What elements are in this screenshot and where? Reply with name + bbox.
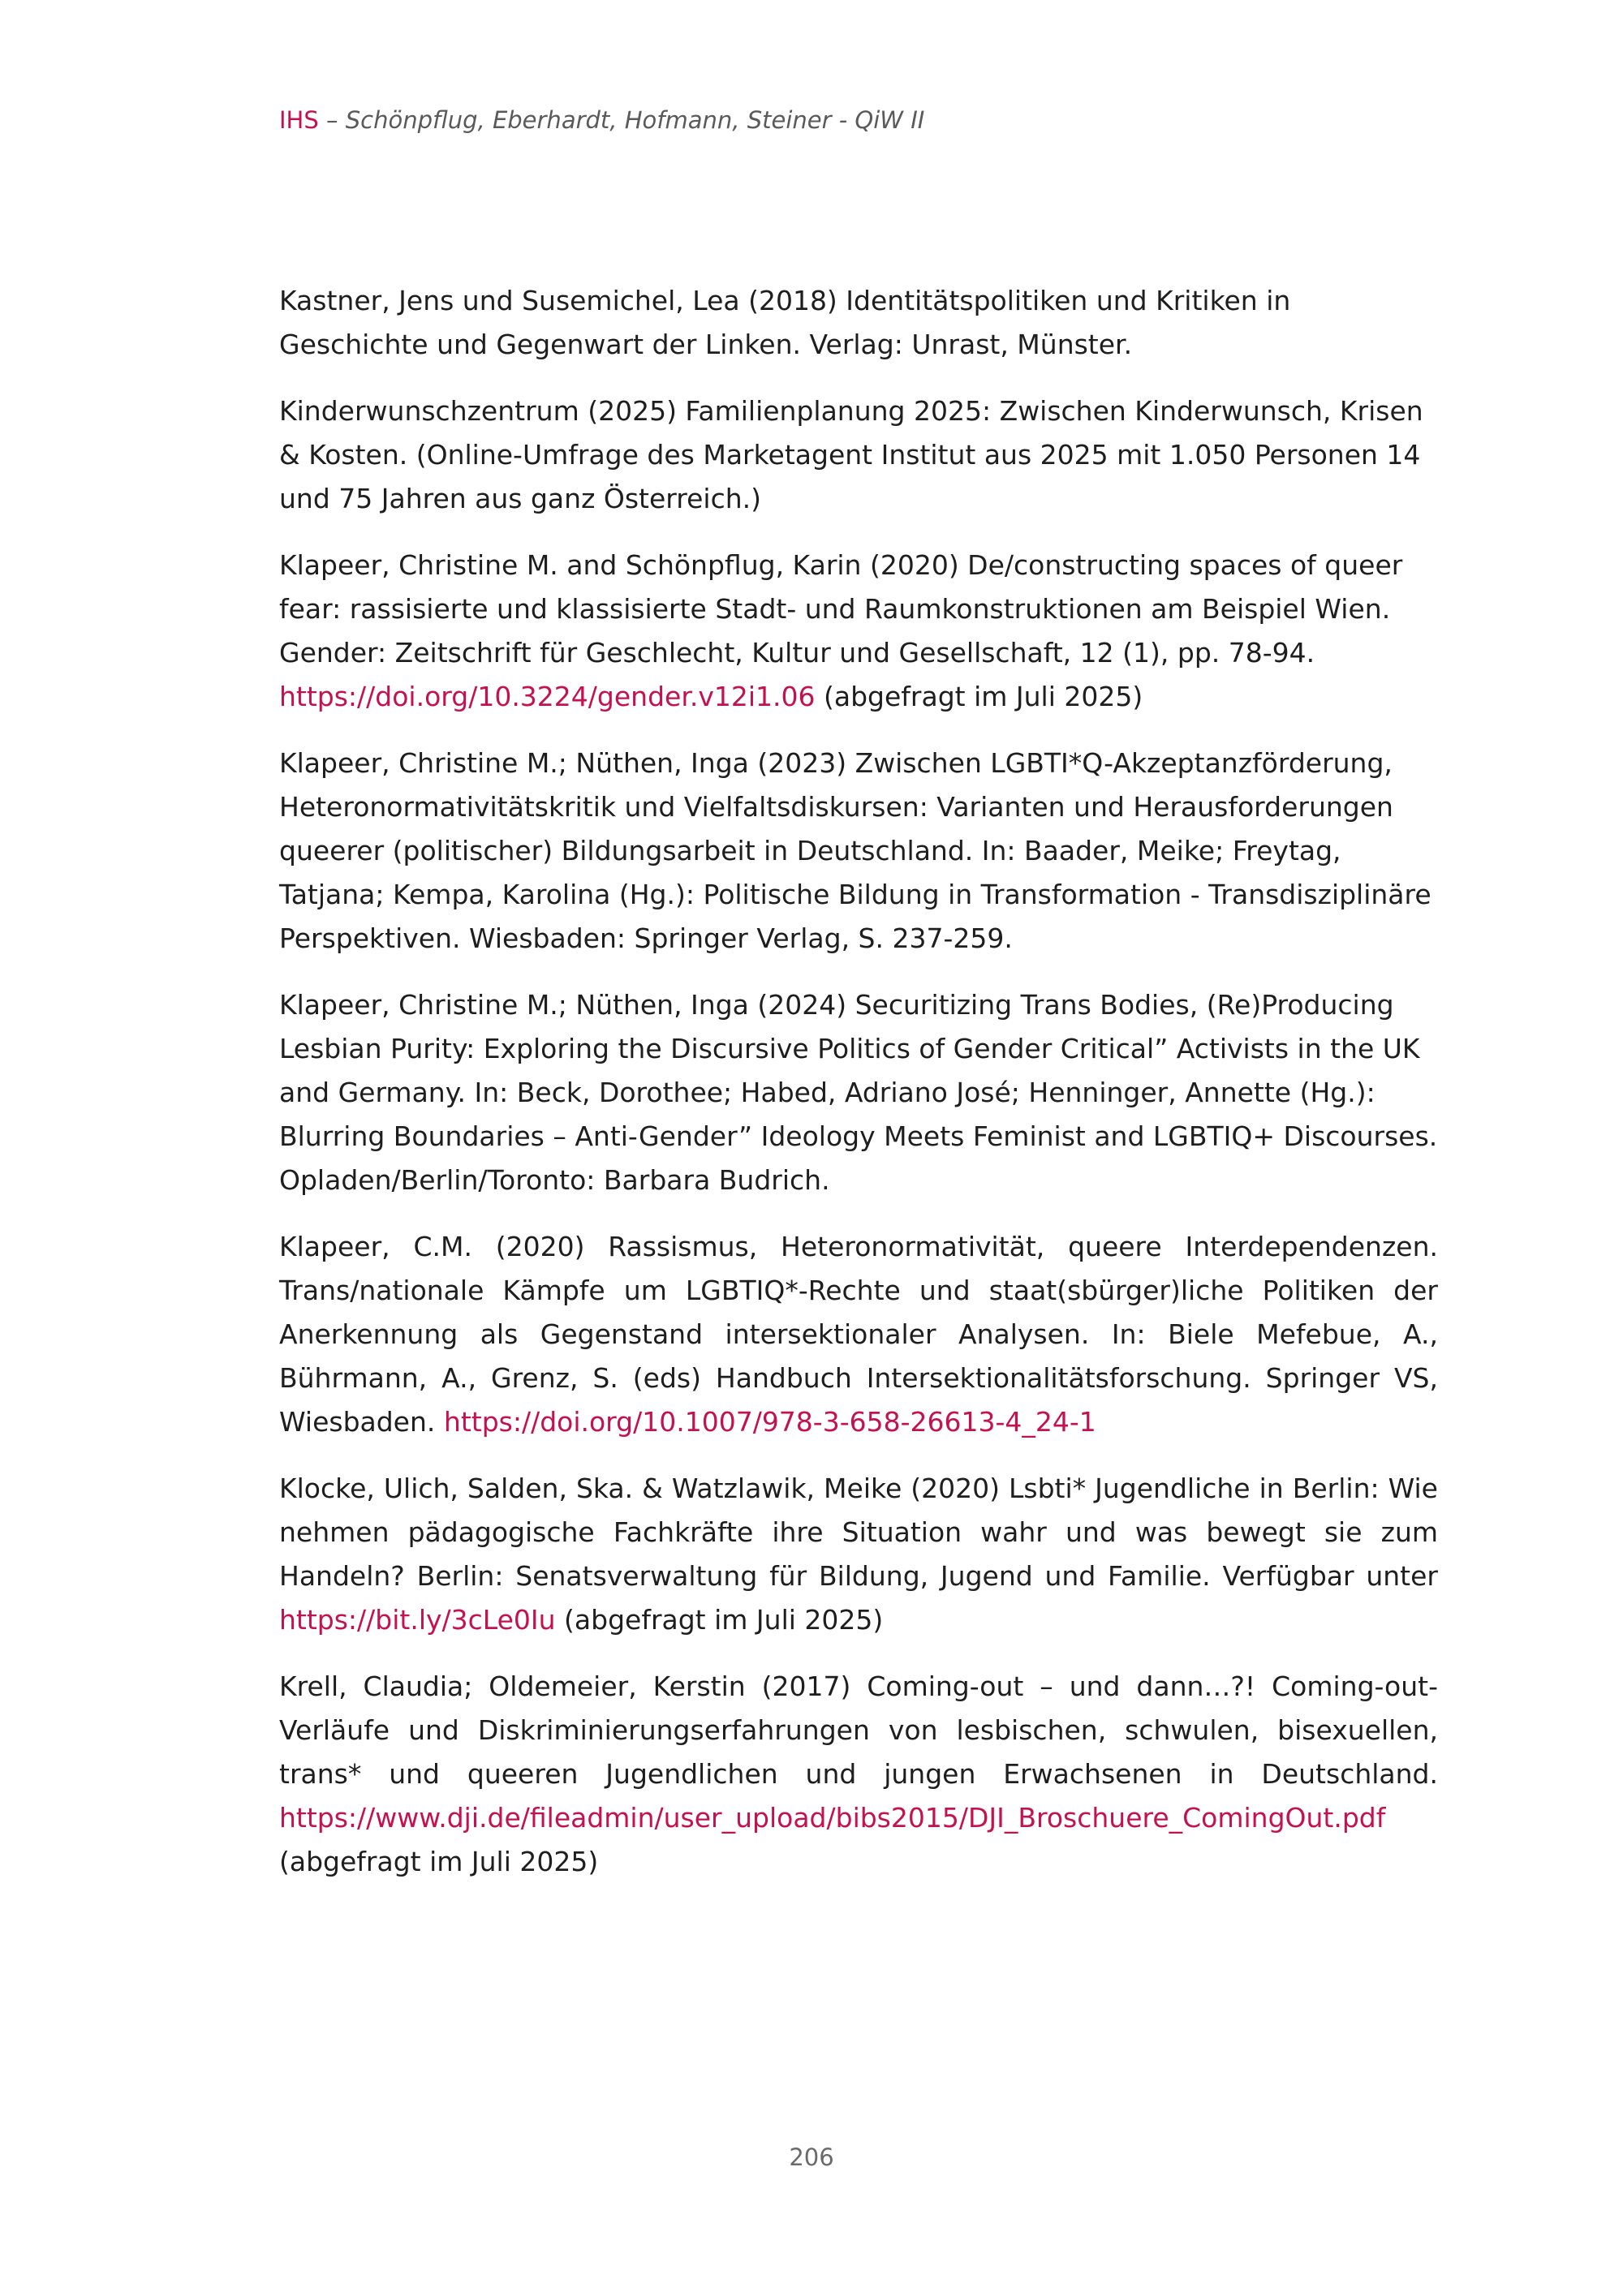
reference-link[interactable]: https://www.dji.de/fileadmin/user_upload/bibs2015/DJI_Broschuere_ComingOut.pdf — [279, 1802, 1386, 1834]
header-authors: Schönpflug, Eberhardt, Hofmann, Steiner - QiW II — [345, 106, 925, 134]
reference-item — [279, 1467, 1438, 1642]
reference-list — [279, 279, 1438, 1907]
reference-item — [279, 742, 1438, 961]
reference-text: Klapeer, Christine M.; Nüthen, Inga (2023) Zwischen LGBTI*Q-Akzeptanzförderung, Heteronormativitätskritik und Vielfaltsdiskursen: Varianten und Herausforderungen queerer (politischer) Bildungsarbeit in Deutschland. In: Baader, Meike; Freytag, Tatjana; Kempa, Karolina (Hg.): Politische Bildung in Transformation - Transdisziplinäre Perspektiven. Wiesbaden: Springer Verlag, S. 237-259. — [279, 747, 1431, 954]
reference-link[interactable]: https://doi.org/10.3224/gender.v12i1.06 — [279, 681, 816, 712]
reference-link[interactable]: https://doi.org/10.1007/978-3-658-26613-4_24-1 — [443, 1406, 1096, 1438]
reference-item — [279, 544, 1438, 719]
reference-suffix: (abgefragt im Juli 2025) — [815, 681, 1143, 712]
reference-text: Klapeer, Christine M.; Nüthen, Inga (2024) Securitizing Trans Bodies, (Re)Producing Lesbian Purity: Exploring the Discursive Politics of Gender Critical” Activists in the UK and Germany. In: Beck, Dorothee; Habed, Adriano José; Henninger, Annette (Hg.): Blurring Boundaries – Anti-Gender” Ideology Meets Feminist and LGBTIQ+ Discourses. Opladen/Berlin/Toronto: Barbara Budrich. — [279, 989, 1438, 1196]
reference-item — [279, 1225, 1438, 1444]
reference-item — [279, 983, 1438, 1202]
header-org: IHS — [279, 106, 319, 134]
reference-text: Kinderwunschzentrum (2025) Familienplanung 2025: Zwischen Kinderwunsch, Krisen & Kosten. (Online-Umfrage des Marketagent Institut aus 2025 mit 1.050 Personen 14 und 75 Jahren aus ganz Österreich.) — [279, 395, 1423, 514]
page-header — [279, 104, 924, 136]
reference-item — [279, 389, 1438, 521]
reference-text: Klapeer, Christine M. and Schönpflug, Karin (2020) De/constructing spaces of queer fear: rassisierte und klassisierte Stadt- und Raumkonstruktionen am Beispiel Wien. Gender: Zeitschrift für Geschlecht, Kultur und Gesellschaft, 12 (1), pp. 78-94. — [279, 549, 1403, 669]
reference-text: Kastner, Jens und Susemichel, Lea (2018) Identitätspolitiken und Kritiken in Geschichte und Gegenwart der Linken. Verlag: Unrast, Münster. — [279, 285, 1291, 360]
reference-suffix: (abgefragt im Juli 2025) — [555, 1604, 884, 1636]
page-number: 206 — [789, 2143, 834, 2171]
reference-text: Klapeer, C.M. (2020) Rassismus, Heteronormativität, queere Interdependenzen. Trans/nationale Kämpfe um LGBTIQ*-Rechte und staat(sbürger)liche Politiken der Anerkennung als Gegenstand intersektionaler Analysen. In: Biele Mefebue, A., Bührmann, A., Grenz, S. (eds) Handbuch Intersektionalitätsforschung. Springer VS, Wiesbaden. — [279, 1231, 1438, 1438]
reference-link[interactable]: https://bit.ly/3cLe0Iu — [279, 1604, 556, 1636]
reference-text: Klocke, Ulich, Salden, Ska. & Watzlawik, Meike (2020) Lsbti* Jugendliche in Berlin: Wie nehmen pädagogische Fachkräfte ihre Situation wahr und was bewegt sie zum Handeln? Berlin: Senatsverwaltung für Bildung, Jugend und Familie. Verfügbar unter — [279, 1473, 1438, 1592]
reference-item — [279, 279, 1438, 367]
header-separator: – — [318, 106, 346, 134]
reference-item — [279, 1665, 1438, 1884]
reference-text: Krell, Claudia; Oldemeier, Kerstin (2017) Coming-out – und dann…?! Coming-out-Verläufe und Diskriminierungserfahrungen von lesbischen, schwulen, bisexuellen, trans* und queeren Jugendlichen und jungen Erwachsenen in Deutschland. — [279, 1670, 1438, 1790]
reference-suffix: (abgefragt im Juli 2025) — [279, 1846, 599, 1877]
